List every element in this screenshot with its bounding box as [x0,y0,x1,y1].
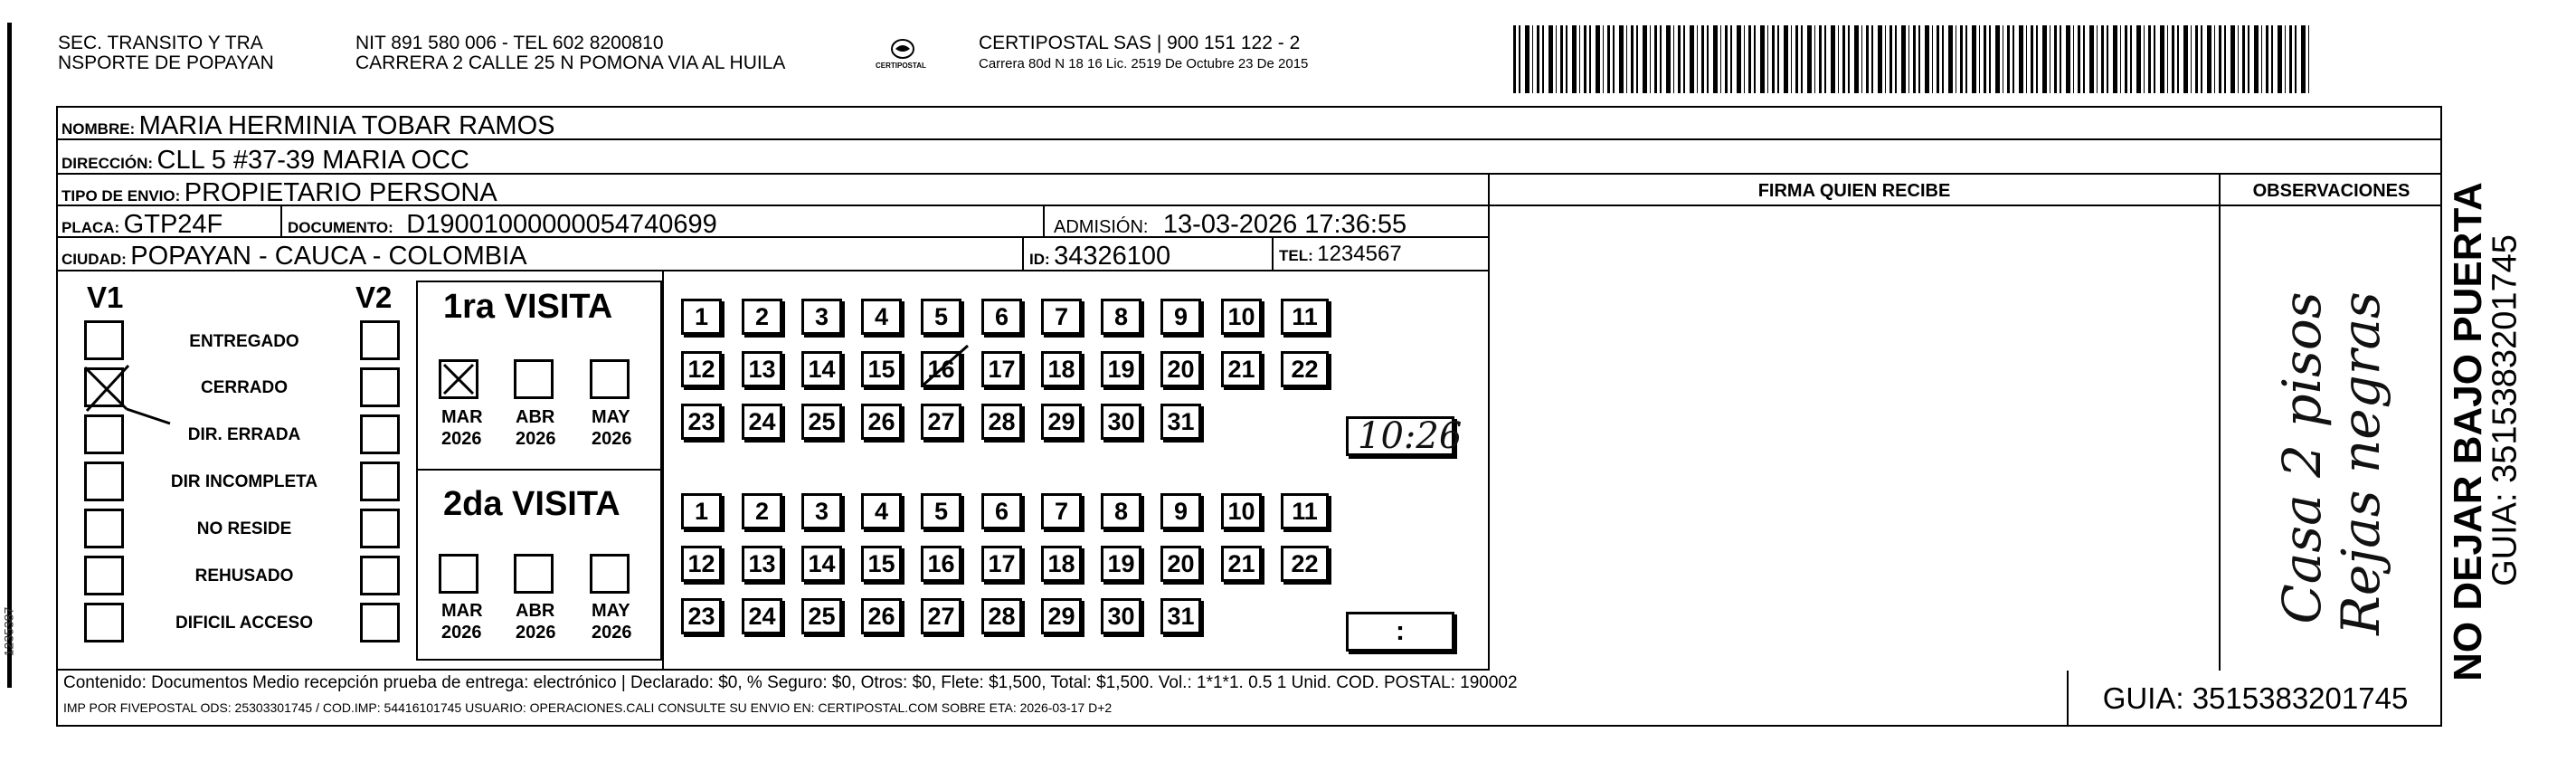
visit2-day-21[interactable]: 21 [1221,546,1262,582]
firma-header: FIRMA QUIEN RECIBE [1488,175,2221,206]
status-dir-incompleta: DIR INCOMPLETA [170,472,318,491]
status-dir-errada: DIR. ERRADA [187,425,301,444]
admision-cell [1045,206,1488,238]
v1-label: V1 [87,281,124,314]
side-guia: GUIA: 3515383201745 [2486,234,2524,586]
visit2-month-mar-checkbox[interactable] [439,554,478,594]
visit1-day-3[interactable]: 3 [801,299,842,335]
documento-cell [282,206,1045,238]
company-logo [876,36,930,72]
logo-text: CERTIPOSTAL [876,62,926,70]
visit2-day-1[interactable]: 1 [681,493,722,529]
visit2-day-26[interactable]: 26 [861,598,902,634]
visit1-day-19[interactable]: 19 [1101,351,1141,387]
placa-cell [56,206,282,238]
visit1-day-10[interactable]: 10 [1221,299,1262,335]
v2-rehusado-checkbox[interactable] [360,556,400,595]
visit2-day-4[interactable]: 4 [861,493,902,529]
company-line: CERTIPOSTAL SAS | 900 151 122 - 2 [979,33,1301,53]
visit1-day-15[interactable]: 15 [861,351,902,387]
status-cerrado: CERRADO [200,378,289,397]
barcode [1513,25,2309,93]
v2-label: V2 [355,281,393,314]
visit1-day-31[interactable]: 31 [1160,404,1201,440]
admision-value: 13-03-2026 17:36:55 [1162,210,1407,239]
visit2-year-abr: 2026 [516,623,556,642]
visit1-time-value: 10:26 [1358,415,1463,457]
observaciones-note-1: Casa 2 pisos [2271,291,2333,624]
v2-dificil-acceso-checkbox[interactable] [360,603,400,642]
license-line: Carrera 80d N 18 16 Lic. 2519 De Octubre 23 De 2015 [979,56,1309,71]
tipo-row [56,175,1488,206]
visit2-day-12[interactable]: 12 [681,546,722,582]
visit1-year-abr: 2026 [516,429,556,449]
visit1-year-mar: 2026 [441,429,482,449]
visit2-day-18[interactable]: 18 [1041,546,1082,582]
visit2-year-may: 2026 [592,623,632,642]
visit2-day-11[interactable]: 11 [1281,493,1329,529]
visit1-month-may: MAY [592,407,630,427]
visit1-day-14[interactable]: 14 [801,351,842,387]
ciudad-cell [56,238,1024,271]
id-label: ID: [1029,251,1050,268]
v1-rehusado-checkbox[interactable] [84,556,124,595]
ciudad-value: POPAYAN - CAUCA - COLOMBIA [130,242,527,271]
tipo-value: PROPIETARIO PERSONA [184,178,497,207]
visit2-day-7[interactable]: 7 [1041,493,1082,529]
visit2-day-15[interactable]: 15 [861,546,902,582]
visit1-day-26[interactable]: 26 [861,404,902,440]
documento-label: DOCUMENTO: [288,219,393,236]
visit1-day-30[interactable]: 30 [1101,404,1141,440]
visit1-day-22[interactable]: 22 [1281,351,1329,387]
visit2-day-10[interactable]: 10 [1221,493,1262,529]
footer-guia-box [2067,671,2442,727]
visit2-day-16[interactable]: 16 [921,546,961,582]
day-grids-divider [662,271,664,671]
visit1-day-12[interactable]: 12 [681,351,722,387]
margin-text: 1235387 [1,606,16,657]
ciudad-label: CIUDAD: [62,251,127,268]
visit2-day-2[interactable]: 2 [742,493,782,529]
direccion-value: CLL 5 #37-39 MARIA OCC [156,146,469,175]
v1-dir-incompleta-checkbox[interactable] [84,462,124,501]
v1-dir-errada-checkbox[interactable] [84,414,124,454]
v2-entregado-checkbox[interactable] [360,320,400,360]
visit2-month-may-checkbox[interactable] [590,554,630,594]
visit1-day-27[interactable]: 27 [921,404,961,440]
visit1-year-may: 2026 [592,429,632,449]
visit1-month-abr: ABR [516,407,555,427]
visit2-day-24[interactable]: 24 [742,598,782,634]
visit2-day-29[interactable]: 29 [1041,598,1082,634]
visit2-day-31[interactable]: 31 [1160,598,1201,634]
visit2-day-30[interactable]: 30 [1101,598,1141,634]
visit1-day-17[interactable]: 17 [981,351,1022,387]
visit1-day-11[interactable]: 11 [1281,299,1329,335]
footer-line-2: IMP POR FIVEPOSTAL ODS: 25303301745 / COD.IMP: 54416101745 USUARIO: OPERACIONES.CALI CONSULTE SU ENVIO EN: CERTIPOSTAL.COM SOBRE ETA: 2026-03-17 D+2 [63,700,1113,715]
visit2-month-abr: ABR [516,601,555,621]
v2-cerrado-checkbox[interactable] [360,367,400,407]
visit1-day-7[interactable]: 7 [1041,299,1082,335]
visit1-day-21[interactable]: 21 [1221,351,1262,387]
visit1-time-box[interactable] [1346,415,1463,457]
status-entregado: ENTREGADO [189,332,299,351]
v1-no-reside-checkbox[interactable] [84,509,124,548]
address-line: CARRERA 2 CALLE 25 N POMONA VIA AL HUILA [355,52,786,73]
admision-label: ADMISIÓN: [1054,217,1149,237]
visit1-day-cross-mark [917,342,971,391]
visit2-day-28[interactable]: 28 [981,598,1022,634]
visit1-day-5[interactable]: 5 [921,299,961,335]
nombre-label: NOMBRE: [62,120,136,138]
observaciones-handwriting [2216,233,2442,668]
observaciones-note-2: Rejas negras [2330,291,2391,635]
visit2-day-23[interactable]: 23 [681,598,722,634]
sender-line-1: SEC. TRANSITO Y TRA [58,33,263,53]
visit2-day-14[interactable]: 14 [801,546,842,582]
visit1-month-check-mark [439,359,478,399]
placa-label: PLACA: [62,219,120,236]
visit2-day-8[interactable]: 8 [1101,493,1141,529]
firma-column [1488,175,2221,671]
footer-guia: GUIA: 3515383201745 [2102,681,2409,715]
visit1-day-16[interactable]: 16 [921,351,961,387]
visit1-day-6[interactable]: 6 [981,299,1022,335]
v1-dificil-acceso-checkbox[interactable] [84,603,124,642]
direccion-row [56,140,2442,175]
direccion-label: DIRECCIÓN: [62,155,154,172]
tipo-label: TIPO DE ENVIO: [62,187,181,205]
visit1-day-13[interactable]: 13 [742,351,782,387]
visit1-day-1[interactable]: 1 [681,299,722,335]
visit2-day-27[interactable]: 27 [921,598,961,634]
sender-line-2: NSPORTE DE POPAYAN [58,52,274,73]
visit1-day-8[interactable]: 8 [1101,299,1141,335]
visit2-day-20[interactable]: 20 [1160,546,1201,582]
v2-dir-errada-checkbox[interactable] [360,414,400,454]
visit2-day-9[interactable]: 9 [1160,493,1201,529]
visit2-year-mar: 2026 [441,623,482,642]
v2-no-reside-checkbox[interactable] [360,509,400,548]
visit1-day-4[interactable]: 4 [861,299,902,335]
visit1-day-20[interactable]: 20 [1160,351,1201,387]
status-no-reside: NO RESIDE [196,519,292,538]
status-rehusado: REHUSADO [194,566,294,585]
tel-value: 1234567 [1317,242,1402,266]
visit2-time-value: : [1396,616,1405,646]
observaciones-header: OBSERVACIONES [2221,175,2442,206]
left-border-mark [7,23,12,688]
id-cell [1024,238,1274,271]
tel-label: TEL: [1279,247,1313,264]
visit2-day-22[interactable]: 22 [1281,546,1329,582]
visit1-title: 1ra VISITA [443,288,613,326]
visit2-month-mar: MAR [441,601,483,621]
visit1-day-9[interactable]: 9 [1160,299,1201,335]
visit2-month-may: MAY [592,601,630,621]
v2-dir-incompleta-checkbox[interactable] [360,462,400,501]
visit1-day-29[interactable]: 29 [1041,404,1082,440]
visit2-day-6[interactable]: 6 [981,493,1022,529]
visit2-month-abr-checkbox[interactable] [514,554,554,594]
nit-line: NIT 891 580 006 - TEL 602 8200810 [355,33,664,53]
visit1-day-24[interactable]: 24 [742,404,782,440]
visit1-month-abr-checkbox[interactable] [514,359,554,399]
visit2-day-19[interactable]: 19 [1101,546,1141,582]
visit1-month-may-checkbox[interactable] [590,359,630,399]
visit2-title: 2da VISITA [443,485,620,523]
footer-line-1: Contenido: Documentos Medio recepción prueba de entrega: electrónico | Declarado: $0, % Seguro: $0, Otros: $0, Flete: $1,500, Total: $1,500. Vol.: 1*1*1. 0.5 1 Unid. COD. POSTAL: 190002 [63,673,1518,692]
visit2-day-25[interactable]: 25 [801,598,842,634]
placa-value: GTP24F [123,210,223,239]
visit2-day-5[interactable]: 5 [921,493,961,529]
visit2-day-17[interactable]: 17 [981,546,1022,582]
documento-value: D19001000000054740699 [406,210,717,239]
visit2-day-3[interactable]: 3 [801,493,842,529]
visit1-day-2[interactable]: 2 [742,299,782,335]
tel-cell [1274,238,1488,271]
id-value: 34326100 [1054,242,1171,271]
visit2-day-13[interactable]: 13 [742,546,782,582]
visit1-day-23[interactable]: 23 [681,404,722,440]
visit2-time-box[interactable] [1346,612,1454,652]
visit1-day-18[interactable]: 18 [1041,351,1082,387]
nombre-row [56,106,2442,140]
visit1-day-28[interactable]: 28 [981,404,1022,440]
status-dificil-acceso: DIFICIL ACCESO [175,614,313,633]
visit1-day-25[interactable]: 25 [801,404,842,440]
side-warning: NO DEJAR BAJO PUERTA [2446,182,2490,681]
visit1-month-mar: MAR [441,407,483,427]
nombre-value: MARIA HERMINIA TOBAR RAMOS [138,111,555,140]
